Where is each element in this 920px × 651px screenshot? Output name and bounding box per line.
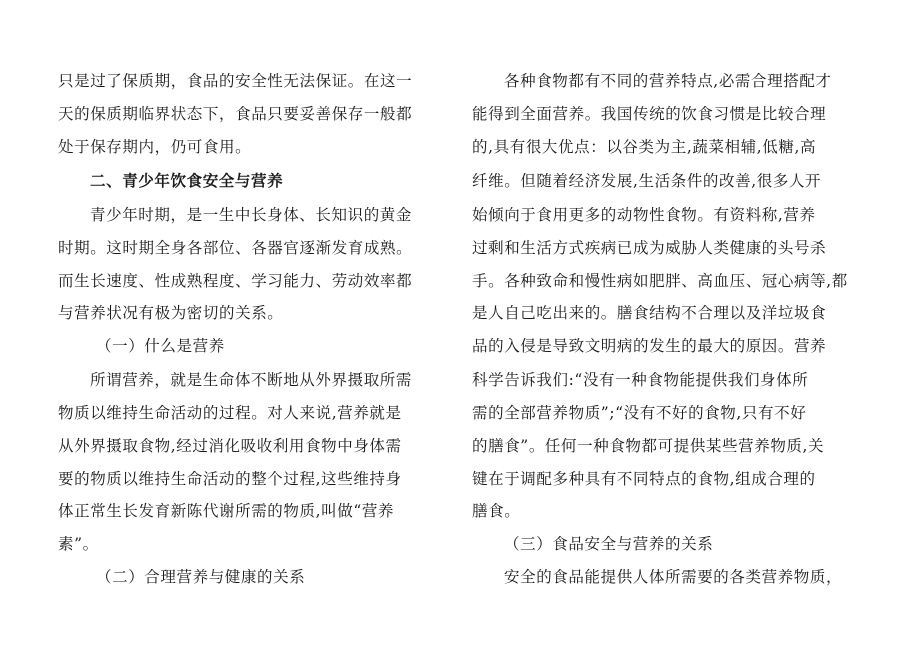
paragraph-line: 物质以维持生命活动的过程。对人来说,营养就是 <box>58 404 402 422</box>
paragraph-line: 从外界摄取食物,经过消化吸收利用食物中身体需 <box>58 437 402 455</box>
paragraph-line: 安全的食品能提供人体所需要的各类营养物质， <box>504 568 843 586</box>
paragraph-line: 品的入侵是导致文明病的发生的最大的原因。营养 <box>472 337 827 355</box>
paragraph-line: 与营养状况有极为密切的关系。 <box>58 304 284 322</box>
section-heading: 二、青少年饮食安全与营养 <box>90 171 284 190</box>
subsection-heading: （一）什么是营养 <box>96 337 225 355</box>
paragraph-line: 体正常生长发育新陈代谢所需的物质,叫做“营养 <box>58 502 395 520</box>
paragraph-line: 天的保质期临界状态下，食品只要妥善保存一般都 <box>58 105 413 123</box>
paragraph-line: 手。各种致命和慢性病如肥胖、高血压、冠心病等,都 <box>472 272 848 290</box>
paragraph-line: 而生长速度、性成熟程度、学习能力、劳动效率都 <box>58 272 413 290</box>
paragraph-line: 所谓营养，就是生命体不断地从外界摄取所需 <box>90 371 413 389</box>
paragraph-line: 膳食。 <box>472 502 521 520</box>
paragraph-line: 是人自己吃出来的。膳食结构不合理以及洋垃圾食 <box>472 304 827 322</box>
paragraph-line: 素”。 <box>58 535 99 553</box>
paragraph-line: 始倾向于食用更多的动物性食物。有资料称,营养 <box>472 206 816 224</box>
subsection-heading: （三）食品安全与营养的关系 <box>504 535 714 553</box>
paragraph-line: 只是过了保质期，食品的安全性无法保证。在这一 <box>58 72 413 90</box>
paragraph-line: 的膳食”。任何一种食物都可提供某些营养物质,关 <box>472 437 825 455</box>
paragraph-line: 纤维。但随着经济发展,生活条件的改善,很多人开 <box>472 172 822 190</box>
paragraph-line: 要的物质以维持生命活动的整个过程,这些维持身 <box>58 470 402 488</box>
paragraph-line: 科学告诉我们:“没有一种食物能提供我们身体所 <box>472 371 809 389</box>
paragraph-line: 键在于调配多种具有不同特点的食物,组成合理的 <box>472 470 816 488</box>
paragraph-line: 时期。这时期全身各部位、各器官逐渐发育成熟。 <box>58 239 413 257</box>
paragraph-line: 青少年时期，是一生中长身体、长知识的黄金 <box>90 206 413 224</box>
paragraph-line: 需的全部营养物质”;“没有不好的食物,只有不好 <box>472 404 807 422</box>
paragraph-line: 的,具有很大优点：以谷类为主,蔬菜相辅,低糖,高 <box>472 138 817 156</box>
paragraph-line: 各种食物都有不同的营养特点,必需合理搭配才 <box>504 72 832 90</box>
paragraph-line: 能得到全面营养。我国传统的饮食习惯是比较合理 <box>472 105 827 123</box>
subsection-heading: （二）合理营养与健康的关系 <box>96 568 306 586</box>
paragraph-line: 过剩和生活方式疾病已成为威胁人类健康的头号杀 <box>472 239 827 257</box>
paragraph-line: 处于保存期内，仍可食用。 <box>58 138 252 156</box>
